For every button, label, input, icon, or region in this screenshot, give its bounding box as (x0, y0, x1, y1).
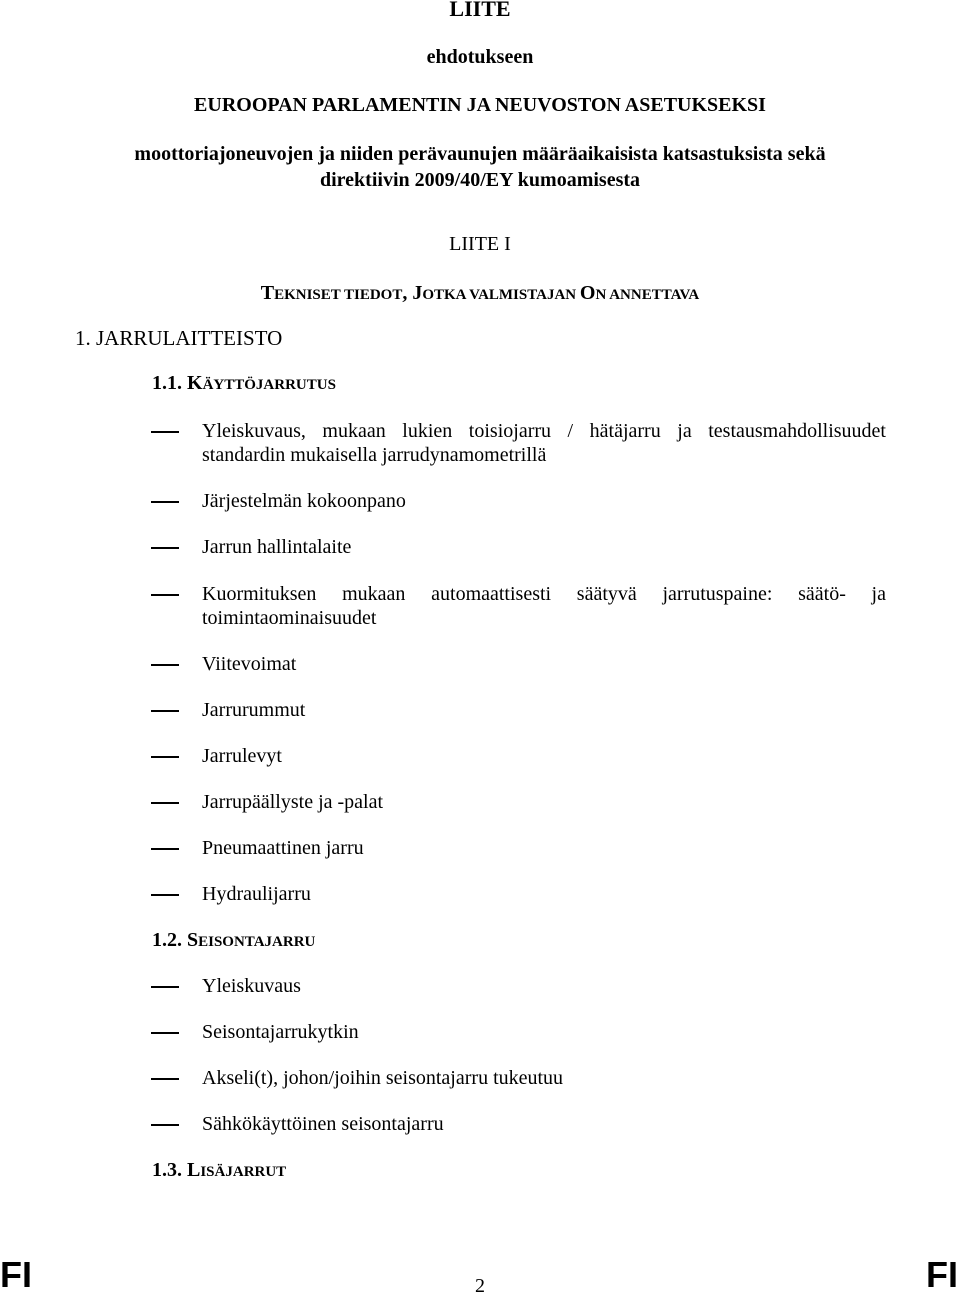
subsection-heading-1-3 (152, 1159, 286, 1182)
heading-part-2: OTKA VALMISTAJAN (422, 287, 580, 303)
list-item-text: Akseli(t), johon/joihin seisontajarru tukeutuu (202, 1067, 564, 1089)
dash-bullet (151, 431, 179, 433)
list-item-text: Jarrupäällyste ja -palat (202, 791, 384, 813)
list-item-text: Järjestelmän kokoonpano (202, 490, 406, 512)
heading-cap-t: T (260, 282, 275, 304)
dash-bullet (151, 501, 179, 503)
list-item-text: Pneumaattinen jarru (202, 837, 364, 859)
subsection-cap: L (187, 1159, 201, 1181)
dash-bullet (151, 1078, 179, 1080)
annex-title: LIITE I (449, 233, 511, 255)
footer-language-right: FI (926, 1254, 958, 1295)
dash-bullet (151, 802, 179, 804)
list-item-text: Hydraulijarru (202, 883, 311, 905)
subtitle-line-2: direktiivin 2009/40/EY kumoamisesta (319, 169, 641, 191)
dash-bullet (151, 1032, 179, 1034)
subsection-number: 1.1. (152, 372, 187, 394)
subsection-cap: K (187, 372, 203, 394)
heading-part-3: N ANNETTAVA (595, 287, 700, 303)
dash-bullet (151, 848, 179, 850)
list-item-text: Yleiskuvaus, mukaan lukien toisiojarru / hätäjarru ja testausmahdollisuudet standardin mukaisella jarrudynamometrillä (202, 420, 886, 466)
subsection-heading-1-1 (152, 372, 336, 395)
subsection-rest: ISÄJARRUT (200, 1164, 287, 1180)
list-item-text: Sähkökäyttöinen seisontajarru (202, 1113, 444, 1135)
subsection-rest: EISONTAJARRU (198, 934, 316, 950)
heading-separator: , J (402, 282, 423, 304)
list-item-text: Yleiskuvaus (202, 975, 301, 997)
list-item-text: Kuormituksen mukaan automaattisesti säätyvä jarrutuspaine: säätö- ja toimintaominaisuudet (202, 583, 886, 629)
document-label: LIITE (449, 0, 511, 21)
subsection-number: 1.2. (152, 929, 187, 951)
regulation-subtitle (0, 141, 960, 193)
subtitle-line-1: moottoriajoneuvojen ja niiden perävaunujen määräaikaisista katsastuksista sekä (134, 143, 826, 165)
dash-bullet (151, 986, 179, 988)
dash-bullet (151, 594, 179, 596)
proposal-label: ehdotukseen (426, 46, 534, 68)
footer-language-left: FI (0, 1254, 32, 1295)
list-item-text: Jarrulevyt (202, 745, 282, 767)
section-title: 1. JARRULAITTEISTO (75, 326, 283, 350)
subsection-cap: S (187, 929, 199, 951)
annex-heading (0, 282, 960, 305)
dash-bullet (151, 1124, 179, 1126)
subsection-rest: ÄYTTÖJARRUTUS (202, 377, 336, 393)
list-item-text: Jarrun hallintalaite (202, 536, 352, 558)
list-item-text: Jarrurummut (202, 699, 306, 721)
page-number: 2 (475, 1275, 485, 1297)
list-item-text: Seisontajarrukytkin (202, 1021, 359, 1043)
dash-bullet (151, 664, 179, 666)
subsection-heading-1-2 (152, 929, 315, 952)
dash-bullet (151, 710, 179, 712)
subsection-number: 1.3. (152, 1159, 187, 1181)
dash-bullet (151, 547, 179, 549)
heading-part-1: EKNISET TIEDOT (274, 287, 403, 303)
regulation-title: EUROOPAN PARLAMENTIN JA NEUVOSTON ASETUKSEKSI (194, 94, 766, 116)
list-item-text: Viitevoimat (202, 653, 297, 675)
heading-cap-o: O (579, 282, 596, 304)
dash-bullet (151, 756, 179, 758)
dash-bullet (151, 894, 179, 896)
